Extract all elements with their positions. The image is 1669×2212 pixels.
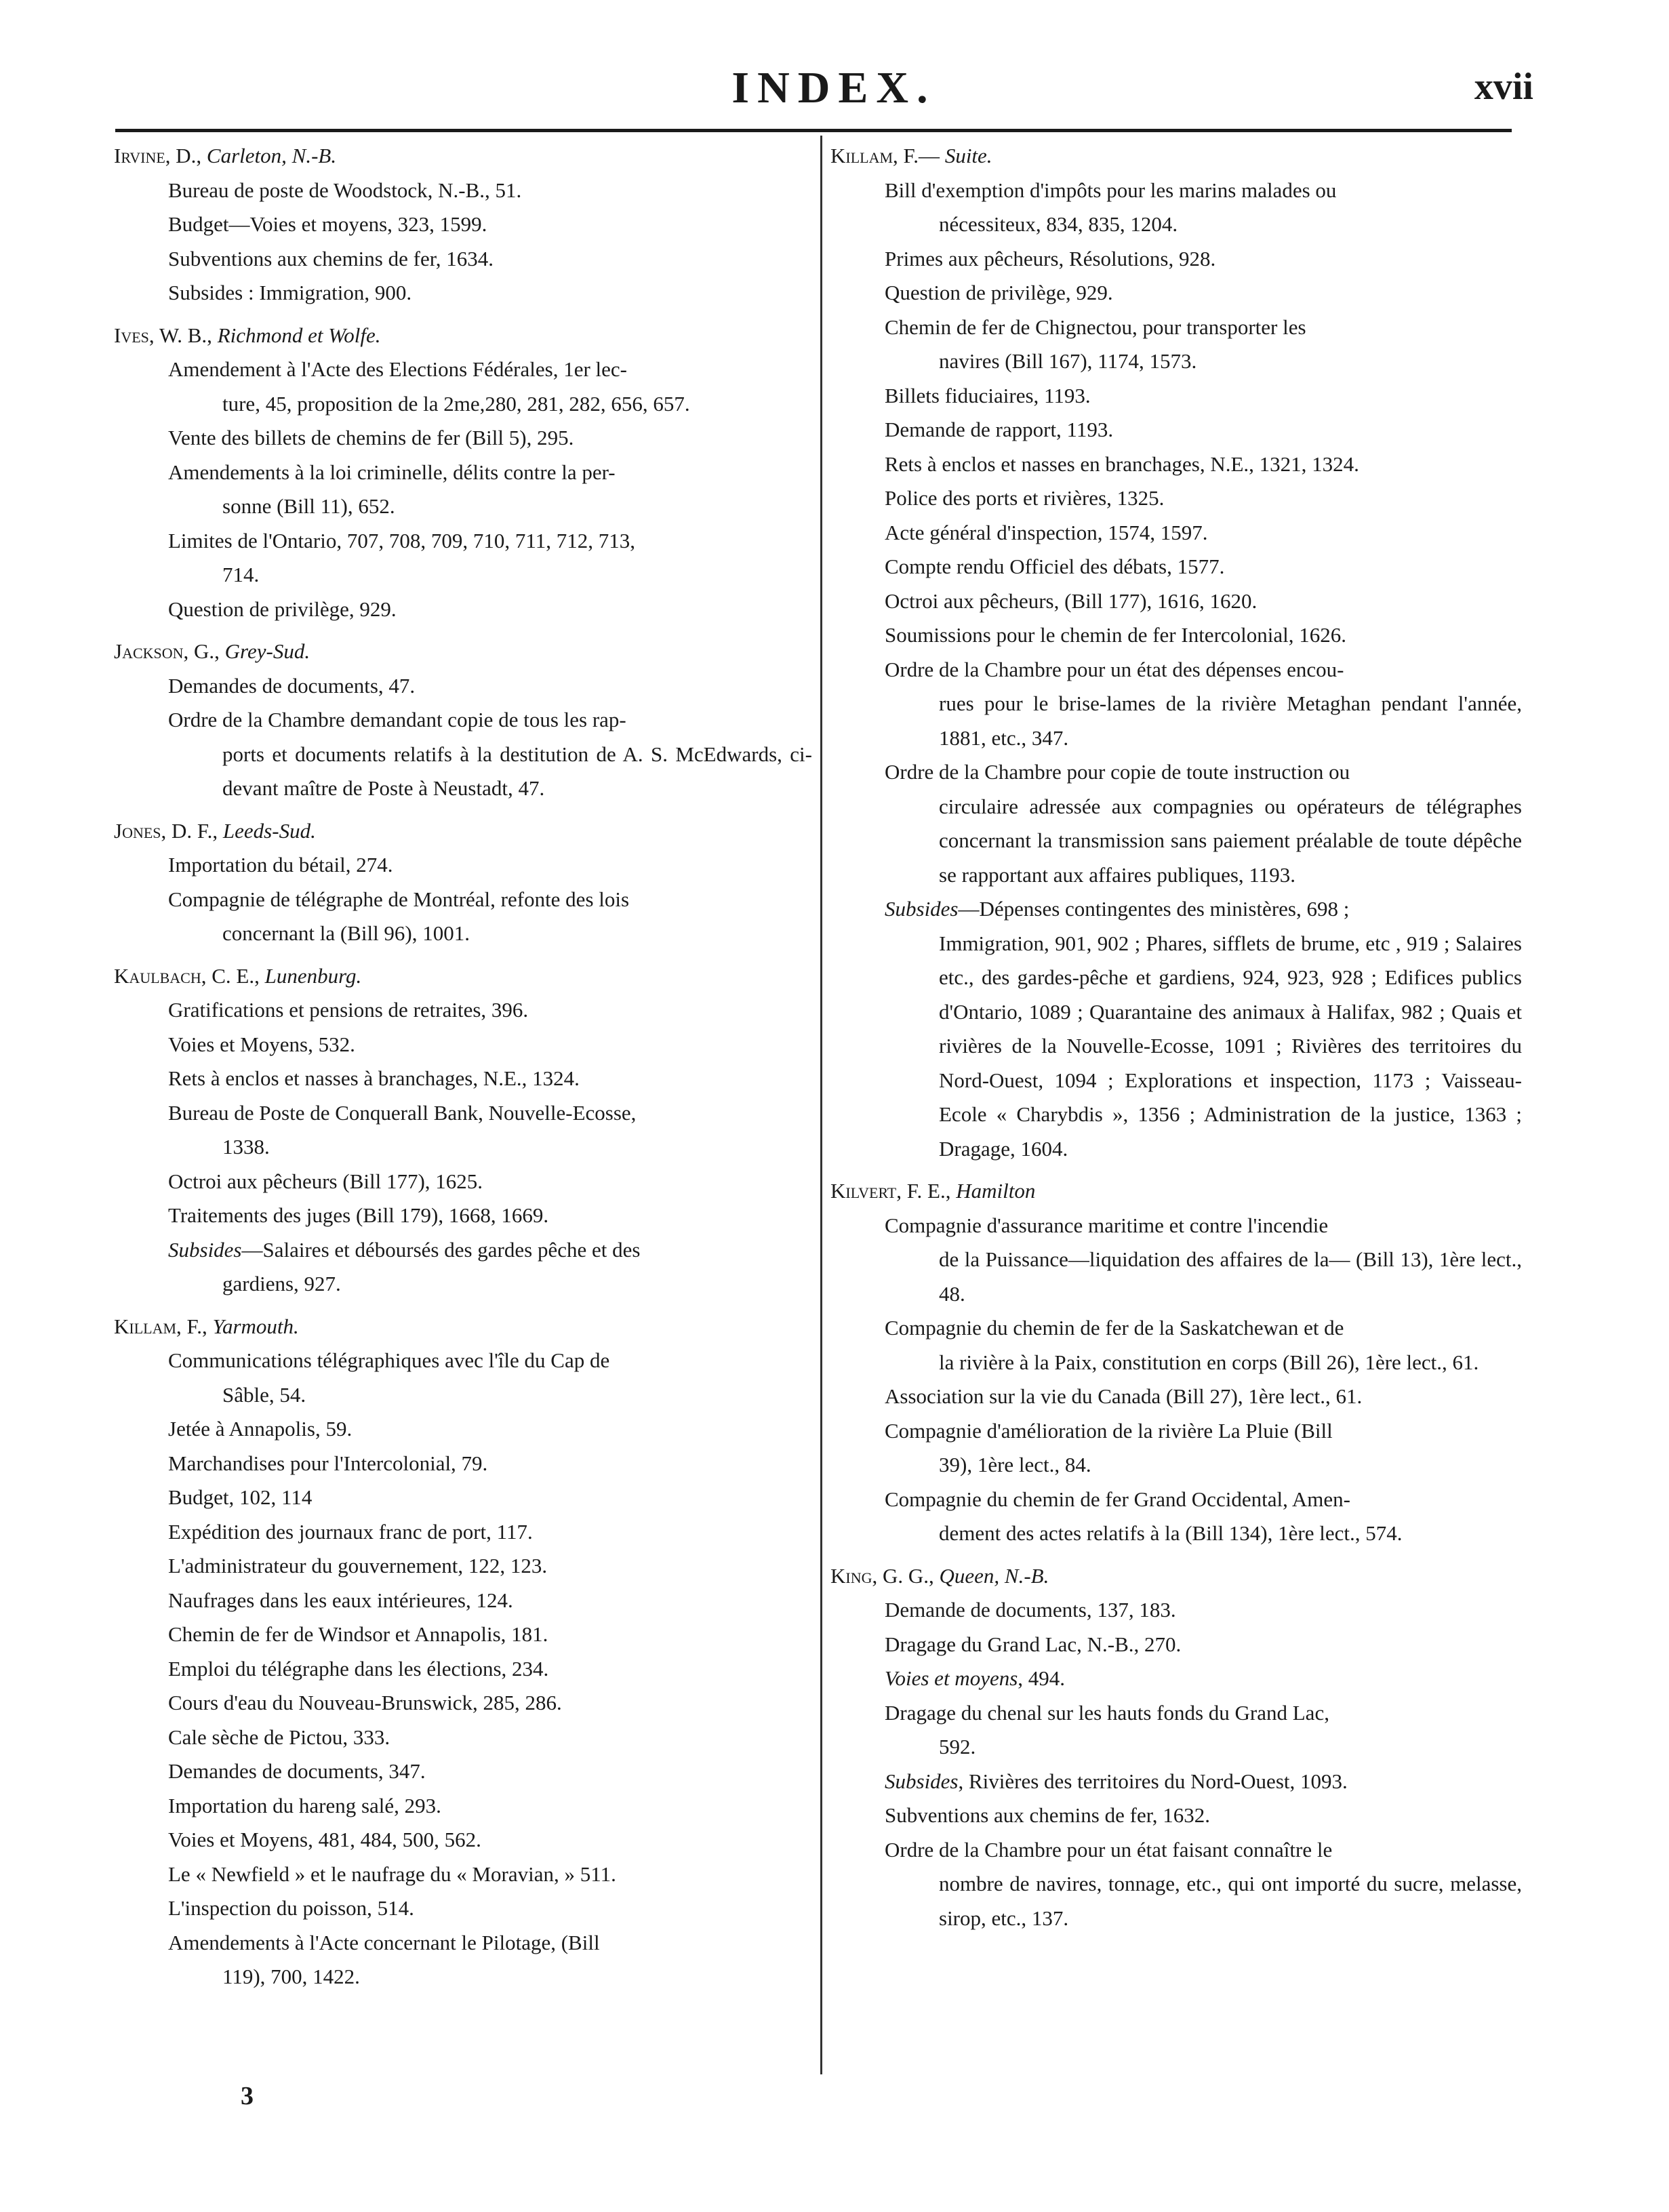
subject-text: Compte rendu Officiel des débats, 1577. [885,555,1225,578]
entry-subject [830,242,1522,277]
page-title: INDEX. [731,63,936,113]
subject-text: L'administrateur du gouvernement, 122, 123. [168,1554,548,1577]
entry-heading: Kaulbach, C. E., Lunenburg. [114,963,362,988]
entry-subject [830,276,1522,310]
entry-subject [114,1515,812,1550]
subject-text: Amendements à l'Acte concernant le Pilotage, (Bill [168,1930,600,1954]
index-entry [114,635,812,806]
subject-continuation: 1338. [222,1135,270,1159]
index-entry [114,319,812,627]
subject-text: Voies et Moyens, 532. [168,1032,355,1056]
subject-text: Budget—Voies et moyens, 323, 1599. [168,212,487,236]
subject-continuation: navires (Bill 167), 1174, 1573. [939,349,1197,373]
entry-subject [114,1686,812,1721]
subject-continuation: ports et documents relatifs à la destitution de A. S. McEdwards, ci-devant maître de Poste à Neustadt, 47. [222,742,812,800]
member-surname: Jackson [114,639,184,663]
subject-continuation: ture, 45, proposition de la 2me,280, 281, 282, 656, 657. [222,391,690,416]
entry-heading: Kilvert, F. E., Hamilton [830,1179,1036,1203]
entry-subject [114,1652,812,1687]
member-riding: Yarmouth. [212,1314,299,1338]
subject-text: Demande de documents, 137, 183. [885,1598,1176,1622]
subject-text: Subventions aux chemins de fer, 1634. [168,246,494,270]
entry-subject [114,883,812,951]
subject-text: Chemin de fer de Windsor et Annapolis, 181. [168,1622,548,1646]
subject-text: Question de privilège, 929. [168,597,397,621]
entry-subject [114,353,812,421]
member-surname: Jones [114,818,161,843]
entry-subject [830,584,1522,619]
entry-subject [114,1857,812,1892]
member-initials: D., [176,144,202,167]
subject-text: Bureau de poste de Woodstock, N.-B., 51. [168,178,522,202]
subject-text: Rets à enclos et nasses à branchages, N.E., 1324. [168,1066,580,1090]
member-surname: Ives [114,323,149,347]
subject-text: Importation du hareng salé, 293. [168,1793,441,1817]
member-initials: W. B., [159,323,212,347]
entry-subject [830,1833,1522,1936]
entry-subject [114,524,812,592]
subject-continuation: sonne (Bill 11), 652. [222,494,395,518]
member-surname: Killam [830,144,893,167]
entry-subject [830,892,1522,1166]
subject-text: Voies et Moyens, 481, 484, 500, 562. [168,1828,481,1851]
subject-text: Limites de l'Ontario, 707, 708, 709, 710, 711, 712, 713, [168,528,635,552]
member-initials: G., [194,639,220,663]
subject-text: Demandes de documents, 347. [168,1759,426,1783]
member-surname: Kilvert [830,1179,897,1203]
subject-text: Amendements à la loi criminelle, délits contre la per- [168,460,616,484]
member-riding: Suite. [944,144,992,167]
subject-text: L'inspection du poisson, 514. [168,1896,414,1920]
subject-continuation: nombre de navires, tonnage, etc., qui ont importé du sucre, melasse, sirop, etc., 137. [939,1872,1522,1930]
entry-heading: Irvine, D., Carleton, N.-B. [114,144,337,167]
signature-mark: 3 [241,2082,254,2110]
entry-subject [830,447,1522,482]
subject-text: Acte général d'inspection, 1574, 1597. [885,520,1208,544]
member-riding: Carleton, N.-B. [206,144,337,167]
entry-subject [830,1414,1522,1483]
column-divider [820,136,822,2074]
subject-text: Compagnie d'amélioration de la rivière La Pluie (Bill [885,1418,1333,1443]
entry-subject [830,653,1522,756]
entry-subject [114,669,812,704]
entry-subject [114,703,812,806]
entry-subject [830,1483,1522,1551]
subject-text: Ordre de la Chambre pour copie de toute instruction ou [885,760,1350,784]
entry-subject [830,1765,1522,1799]
entry-subject [830,310,1522,379]
entry-subject [114,1754,812,1789]
entry-subject [114,592,812,627]
subject-continuation: dement des actes relatifs à la (Bill 134), 1ère lect., 574. [939,1521,1403,1545]
index-entry [114,1310,812,1994]
entry-subject [830,1696,1522,1765]
entry-subject [114,1233,812,1302]
entry-subject [114,1481,812,1515]
right-column [830,139,1522,1944]
subject-text: Ordre de la Chambre pour un état faisant connaître le [885,1837,1333,1862]
member-riding: Queen, N.-B. [939,1563,1049,1588]
entry-subject [830,174,1522,242]
entry-subject [830,1209,1522,1312]
subject-continuation: gardiens, 927. [222,1272,341,1295]
subject-continuation: 119), 700, 1422. [222,1965,360,1988]
subject-continuation: 39), 1ère lect., 84. [939,1453,1091,1476]
entry-subject [114,1823,812,1857]
subject-text: Compagnie d'assurance maritime et contre l'incendie [885,1213,1329,1237]
subject-text: Marchandises pour l'Intercolonial, 79. [168,1451,488,1475]
subject-text: , 494. [1018,1666,1066,1690]
subject-text: Association sur la vie du Canada (Bill 27), 1ère lect., 61. [885,1384,1363,1408]
entry-subject [114,456,812,524]
member-surname: Killam [114,1314,177,1338]
index-entry [830,1174,1522,1551]
entry-subject [114,1096,812,1165]
entry-subject [114,207,812,242]
subject-text: Rets à enclos et nasses en branchages, N.E., 1321, 1324. [885,451,1359,476]
entry-subject [830,1628,1522,1662]
entry-subject [114,1721,812,1755]
entry-subject [830,1593,1522,1628]
entry-subject [830,550,1522,584]
member-initials: F. E., [906,1179,951,1203]
subject-text: Demande de rapport, 1193. [885,418,1114,441]
left-column [114,139,812,2003]
subject-text: Demandes de documents, 47. [168,673,416,698]
subject-continuation: rues pour le brise-lames de la rivière Metaghan pendant l'année, 1881, etc., 347. [939,691,1522,750]
subject-text: Question de privilège, 929. [885,281,1113,304]
entry-subject [114,1028,812,1062]
entry-subject [114,1447,812,1481]
subject-text: Billets fiduciaires, 1193. [885,383,1091,407]
subject-continuation: circulaire adressée aux compagnies ou opérateurs de télégraphes concernant la transmission sans paiement préalable de toute dépêche se rapportant aux affaires publiques, 1193. [939,794,1522,887]
entry-subject [830,755,1522,892]
member-riding: Hamilton [956,1179,1036,1203]
entry-subject [114,848,812,883]
subject-text: Expédition des journaux franc de port, 117. [168,1519,533,1544]
subject-text: Communications télégraphiques avec l'île du Cap de [168,1348,610,1372]
subject-text: Compagnie de télégraphe de Montréal, refonte des lois [168,887,630,911]
entry-heading: Jackson, G., Grey-Sud. [114,639,310,663]
subject-text: Octroi aux pêcheurs (Bill 177), 1625. [168,1169,483,1193]
member-initials: D. F., [172,818,218,843]
subject-text: Le « Newfield » et le naufrage du « Moravian, » 511. [168,1862,616,1886]
entry-subject [830,516,1522,550]
subject-text: Ordre de la Chambre pour un état des dépenses encou- [885,657,1344,681]
subject-text: Gratifications et pensions de retraites, 396. [168,998,529,1022]
entry-heading: Killam, F.— Suite. [830,144,992,167]
entry-subject [114,421,812,456]
subject-text: Emploi du télégraphe dans les élections, 234. [168,1656,549,1681]
member-riding: Lunenburg. [264,963,362,988]
subject-text: Bureau de Poste de Conquerall Bank, Nouvelle-Ecosse, [168,1100,637,1125]
member-initials: G. G., [883,1563,934,1588]
subject-text: Vente des billets de chemins de fer (Bill 5), 295. [168,426,574,449]
subject-text: Cours d'eau du Nouveau-Brunswick, 285, 286. [168,1691,562,1714]
entry-subject [830,379,1522,414]
page-number: xvii [1474,66,1533,108]
entry-heading: Jones, D. F., Leeds-Sud. [114,818,316,843]
entry-heading: Killam, F., Yarmouth. [114,1314,299,1338]
subject-text: Octroi aux pêcheurs, (Bill 177), 1616, 1620. [885,588,1258,613]
subject-label: Voies et moyens [885,1666,1018,1690]
subject-continuation: Immigration, 901, 902 ; Phares, sifflets de brume, etc , 919 ; Salaires etc., des gardes-pêche et gardiens, 924, 923, 928 ; Edifices publics d'Ontario, 1089 ; Quarantaine des animaux à Halifax, 982 ; Quais et rivières de la Nouvelle-Ecosse, 1091 ; Rivières des territoires du Nord-Ouest, 1094 ; Explorations et inspection, 1173 ; Vaisseau-Ecole « Charybdis », 1356 ; Administration de la justice, 1363 ; Dragage, 1604. [939,931,1522,1161]
subject-text: Amendement à l'Acte des Elections Fédérales, 1er lec- [168,357,627,381]
subject-text: Chemin de fer de Chignectou, pour transporter les [885,315,1306,339]
subject-text: —Dépenses contingentes des ministères, 698 ; [958,897,1350,921]
index-entry [114,959,812,1302]
entry-subject [114,1584,812,1618]
entry-subject [114,993,812,1028]
entry-subject [830,481,1522,516]
entry-subject [830,618,1522,653]
subject-text: Jetée à Annapolis, 59. [168,1417,353,1441]
subject-text: —Salaires et déboursés des gardes pêche et des [241,1237,641,1262]
subject-continuation: 714. [222,563,260,586]
index-entry [114,139,812,310]
entry-subject [830,1380,1522,1414]
subject-text: Ordre de la Chambre demandant copie de tous les rap- [168,708,626,731]
header-rule [115,129,1512,132]
subject-continuation: concernant la (Bill 96), 1001. [222,921,470,945]
entry-subject [114,1062,812,1096]
member-initials: F., [186,1314,207,1338]
subject-text: Budget, 102, 114 [168,1485,313,1509]
subject-text: Importation du bétail, 274. [168,853,393,877]
entry-subject [114,1926,812,1994]
entry-subject [830,1798,1522,1833]
subject-text: Dragage du chenal sur les hauts fonds du Grand Lac, [885,1700,1329,1725]
entry-subject [114,174,812,208]
subject-text: Police des ports et rivières, 1325. [885,486,1165,510]
entry-subject [114,1199,812,1233]
subject-text: Soumissions pour le chemin de fer Intercolonial, 1626. [885,623,1347,647]
member-riding: Leeds-Sud. [222,818,316,843]
entry-subject [114,1549,812,1584]
subject-text: Subventions aux chemins de fer, 1632. [885,1803,1211,1827]
subject-text: , Rivières des territoires du Nord-Ouest, 1093. [958,1769,1348,1793]
entry-subject [114,242,812,277]
index-entry [114,814,812,951]
entry-subject [114,1412,812,1447]
subject-label: Subsides [885,1769,959,1793]
member-initials: C. E., [212,963,260,988]
subject-label: Subsides [168,1237,242,1262]
entry-subject [114,1617,812,1652]
subject-text: Cale sèche de Pictou, 333. [168,1725,390,1749]
entry-subject [114,1344,812,1412]
member-riding: Grey-Sud. [224,639,310,663]
subject-continuation: de la Puissance—liquidation des affaires de la— (Bill 13), 1ère lect., 48. [939,1247,1522,1306]
subject-text: Dragage du Grand Lac, N.-B., 270. [885,1632,1182,1656]
index-entry [830,139,1522,1166]
subject-text: Naufrages dans les eaux intérieures, 124. [168,1588,513,1612]
member-surname: King [830,1563,872,1588]
subject-continuation: nécessiteux, 834, 835, 1204. [939,212,1178,236]
entry-subject [114,1891,812,1926]
entry-subject [830,413,1522,447]
index-entry [830,1559,1522,1936]
entry-subject [114,276,812,310]
subject-text: Traitements des juges (Bill 179), 1668, 1669. [168,1203,549,1227]
entry-heading: King, G. G., Queen, N.-B. [830,1563,1049,1588]
subject-continuation: la rivière à la Paix, constitution en corps (Bill 26), 1ère lect., 61. [939,1350,1479,1374]
entry-subject [830,1662,1522,1696]
subject-text: Compagnie du chemin de fer de la Saskatchewan et de [885,1316,1344,1340]
member-surname: Kaulbach [114,963,201,988]
entry-subject [830,1311,1522,1380]
subject-text: Primes aux pêcheurs, Résolutions, 928. [885,246,1216,270]
subject-text: Compagnie du chemin de fer Grand Occidental, Amen- [885,1487,1350,1511]
subject-text: Subsides : Immigration, 900. [168,281,412,304]
member-riding: Richmond et Wolfe. [217,323,381,347]
entry-subject [114,1165,812,1199]
subject-continuation: 592. [939,1735,976,1758]
subject-continuation: Sâble, 54. [222,1382,306,1407]
entry-subject [114,1789,812,1824]
member-surname: Irvine [114,144,165,167]
member-initials: F.— [903,144,940,167]
subject-label: Subsides [885,897,959,921]
subject-text: Bill d'exemption d'impôts pour les marins malades ou [885,178,1337,202]
entry-heading: Ives, W. B., Richmond et Wolfe. [114,323,381,347]
